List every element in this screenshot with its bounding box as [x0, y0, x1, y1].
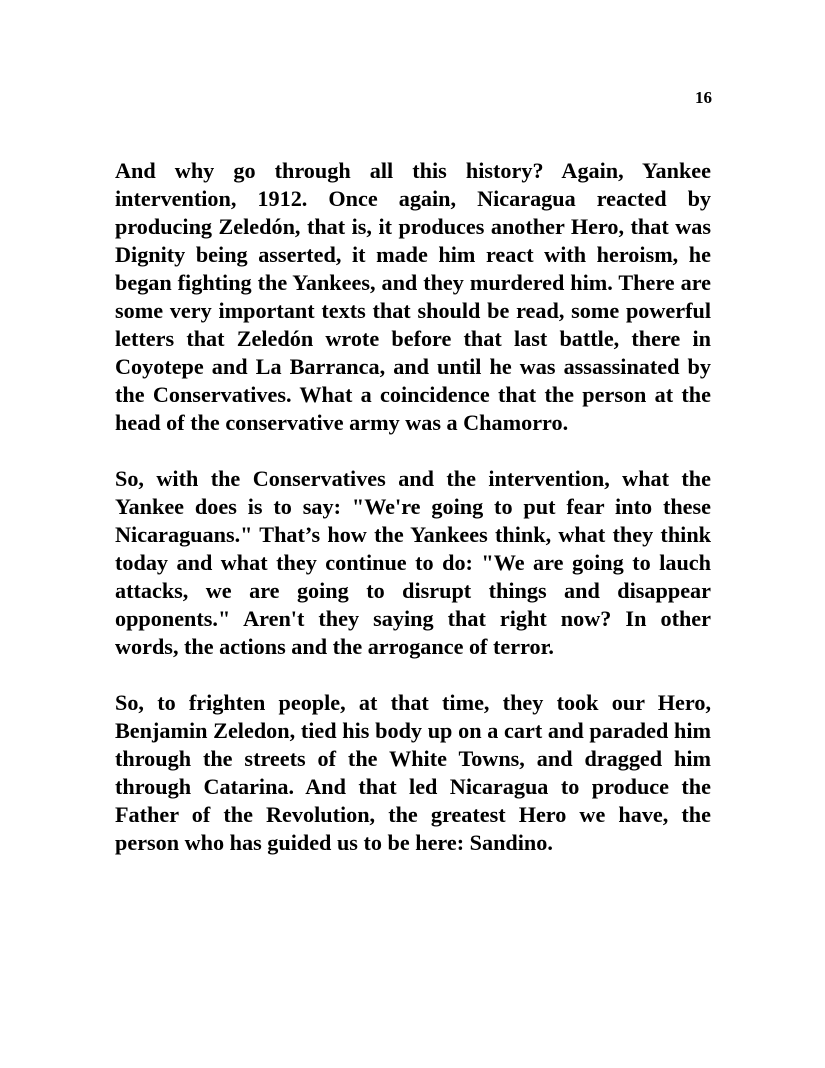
- paragraph: So, to frighten people, at that time, they took our Hero, Benjamin Zeledon, tied his body up on a cart and paraded him through the streets of the White Towns, and dragged him through Catarina. And that led Nicaragua to produce the Father of the Revolution, the greatest Hero we have, the person who has guided us to be here: Sandino.: [115, 690, 717, 855]
- paragraph: So, with the Conservatives and the intervention, what the Yankee does is to say: "We're going to put fear into these Nicaraguans." That’s how the Yankees think, what they think today and what they continue to do: "We are going to lauch attacks, we are going to disrupt things and disappear opponents." Aren't they saying that right now? In other words, the actions and the arrogance of terror.: [115, 466, 717, 659]
- paragraph: And why go through all this history? Again, Yankee intervention, 1912. Once again, Nicaragua reacted by producing Zeledón, that is, it produces another Hero, that was Dignity being asserted, it made him react with heroism, he began fighting the Yankees, and they murdered him. There are some very important texts that should be read, some powerful letters that Zeledón wrote before that last battle, there in Coyotepe and La Barranca, and until he was assassinated by the Conservatives. What a coincidence that the person at the head of the conservative army was a Chamorro.: [115, 158, 723, 435]
- document-body: [115, 157, 723, 885]
- page-number: 16: [695, 88, 712, 107]
